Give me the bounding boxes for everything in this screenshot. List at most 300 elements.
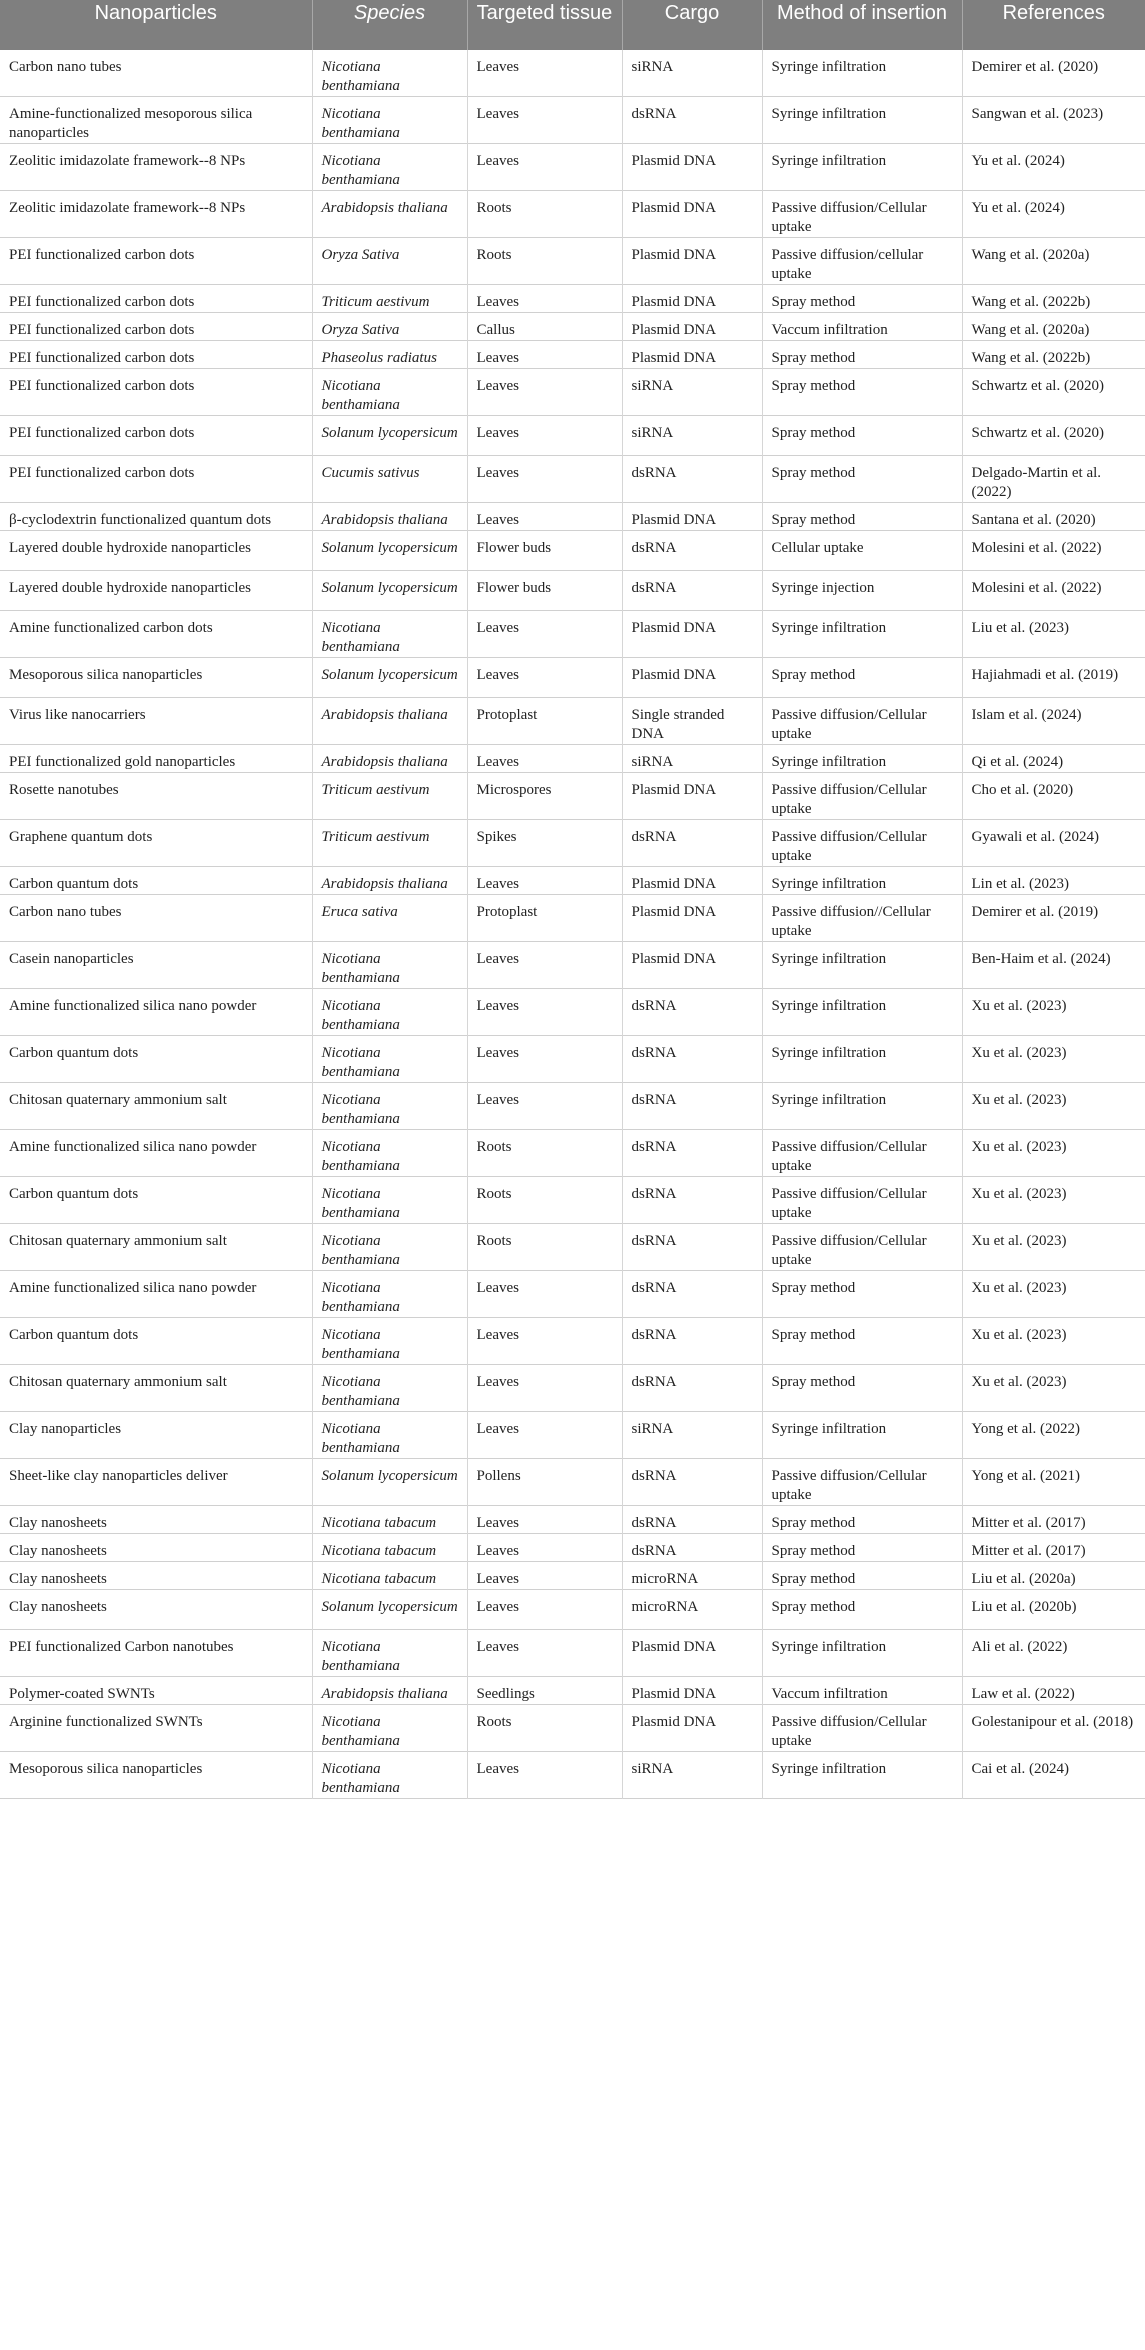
cell-tissue: Microspores bbox=[467, 773, 622, 820]
cell-tissue: Leaves bbox=[467, 989, 622, 1036]
cell-nanoparticle: PEI functionalized carbon dots bbox=[9, 294, 195, 310]
cell-species: Solanum lycopersicum bbox=[312, 658, 467, 698]
cell-nanoparticle: Amine functionalized silica nano powder bbox=[9, 998, 257, 1014]
cell-method: Syringe infiltration bbox=[762, 1036, 962, 1083]
cell-tissue: Roots bbox=[467, 191, 622, 238]
header-method: Method of insertion bbox=[762, 0, 962, 50]
table-row bbox=[0, 1677, 1145, 1705]
cell-nanoparticle: Clay nanosheets bbox=[9, 1571, 107, 1587]
cell-reference: Santana et al. (2020) bbox=[962, 503, 1145, 531]
table-row bbox=[0, 1562, 1145, 1590]
cell-cargo: Plasmid DNA bbox=[622, 1705, 762, 1752]
cell-reference: Xu et al. (2023) bbox=[962, 1365, 1145, 1412]
header-references: References bbox=[962, 0, 1145, 50]
cell-tissue: Leaves bbox=[467, 503, 622, 531]
table-row bbox=[0, 611, 1145, 658]
cell-cargo: Plasmid DNA bbox=[622, 611, 762, 658]
cell-tissue: Protoplast bbox=[467, 895, 622, 942]
cell-tissue: Leaves bbox=[467, 416, 622, 456]
cell-species: Triticum aestivum bbox=[312, 773, 467, 820]
cell-species: Phaseolus radiatus bbox=[312, 341, 467, 369]
cell-species: Nicotiana benthamiana bbox=[312, 1752, 467, 1799]
table-row bbox=[0, 1534, 1145, 1562]
cell-reference: Xu et al. (2023) bbox=[962, 1177, 1145, 1224]
cell-reference: Demirer et al. (2020) bbox=[962, 50, 1145, 97]
cell-tissue: Leaves bbox=[467, 1412, 622, 1459]
cell-cargo: Plasmid DNA bbox=[622, 503, 762, 531]
cell-cargo: Plasmid DNA bbox=[622, 942, 762, 989]
cell-nanoparticle: Clay nanosheets bbox=[9, 1599, 107, 1615]
cell-nanoparticle: Carbon quantum dots bbox=[9, 876, 139, 892]
cell-nanoparticle: Clay nanoparticles bbox=[9, 1421, 122, 1437]
cell-species: Solanum lycopersicum bbox=[312, 1459, 467, 1506]
cell-species: Nicotiana benthamiana bbox=[312, 144, 467, 191]
cell-species: Nicotiana tabacum bbox=[312, 1562, 467, 1590]
cell-tissue: Leaves bbox=[467, 611, 622, 658]
cell-reference: Liu et al. (2020a) bbox=[962, 1562, 1145, 1590]
table-row bbox=[0, 341, 1145, 369]
cell-cargo: Plasmid DNA bbox=[622, 1630, 762, 1677]
cell-species: Solanum lycopersicum bbox=[312, 416, 467, 456]
header-nanoparticles: Nanoparticles bbox=[0, 0, 312, 50]
cell-cargo: siRNA bbox=[622, 1412, 762, 1459]
cell-species: Arabidopsis thaliana bbox=[312, 1677, 467, 1705]
cell-reference: Molesini et al. (2022) bbox=[962, 531, 1145, 571]
cell-tissue: Spikes bbox=[467, 820, 622, 867]
cell-reference: Mitter et al. (2017) bbox=[962, 1534, 1145, 1562]
cell-species: Nicotiana benthamiana bbox=[312, 611, 467, 658]
cell-tissue: Leaves bbox=[467, 144, 622, 191]
cell-species: Oryza Sativa bbox=[312, 238, 467, 285]
cell-cargo: dsRNA bbox=[622, 571, 762, 611]
cell-tissue: Roots bbox=[467, 1705, 622, 1752]
cell-cargo: Plasmid DNA bbox=[622, 313, 762, 341]
cell-tissue: Flower buds bbox=[467, 531, 622, 571]
cell-species: Nicotiana benthamiana bbox=[312, 1036, 467, 1083]
table-row bbox=[0, 369, 1145, 416]
cell-method: Spray method bbox=[762, 416, 962, 456]
cell-method: Spray method bbox=[762, 341, 962, 369]
cell-species: Nicotiana benthamiana bbox=[312, 1177, 467, 1224]
cell-method: Syringe infiltration bbox=[762, 1630, 962, 1677]
table-row bbox=[0, 285, 1145, 313]
cell-cargo: Plasmid DNA bbox=[622, 658, 762, 698]
cell-nanoparticle: Rosette nanotubes bbox=[9, 782, 119, 798]
cell-method: Spray method bbox=[762, 1562, 962, 1590]
cell-cargo: microRNA bbox=[622, 1590, 762, 1630]
cell-nanoparticle: Graphene quantum dots bbox=[9, 829, 153, 845]
table-row bbox=[0, 658, 1145, 698]
cell-species: Triticum aestivum bbox=[312, 820, 467, 867]
cell-nanoparticle: Chitosan quaternary ammonium salt bbox=[9, 1092, 227, 1108]
table-row bbox=[0, 1224, 1145, 1271]
cell-species: Nicotiana benthamiana bbox=[312, 50, 467, 97]
table-row bbox=[0, 773, 1145, 820]
cell-species: Nicotiana benthamiana bbox=[312, 1318, 467, 1365]
cell-cargo: Plasmid DNA bbox=[622, 191, 762, 238]
cell-reference: Molesini et al. (2022) bbox=[962, 571, 1145, 611]
cell-tissue: Roots bbox=[467, 1130, 622, 1177]
cell-species: Solanum lycopersicum bbox=[312, 1590, 467, 1630]
cell-nanoparticle: Amine functionalized carbon dots bbox=[9, 620, 213, 636]
cell-species: Nicotiana tabacum bbox=[312, 1534, 467, 1562]
cell-reference: Cai et al. (2024) bbox=[962, 1752, 1145, 1799]
cell-nanoparticle: β-cyclodextrin functionalized quantum dots bbox=[9, 512, 272, 528]
table-row bbox=[0, 97, 1145, 144]
cell-tissue: Leaves bbox=[467, 1506, 622, 1534]
cell-cargo: Plasmid DNA bbox=[622, 341, 762, 369]
cell-species: Nicotiana benthamiana bbox=[312, 942, 467, 989]
cell-species: Arabidopsis thaliana bbox=[312, 191, 467, 238]
cell-tissue: Leaves bbox=[467, 97, 622, 144]
table-row bbox=[0, 1590, 1145, 1630]
cell-species: Arabidopsis thaliana bbox=[312, 503, 467, 531]
cell-species: Nicotiana benthamiana bbox=[312, 1083, 467, 1130]
cell-cargo: siRNA bbox=[622, 50, 762, 97]
cell-nanoparticle: Layered double hydroxide nanoparticles bbox=[9, 540, 251, 556]
cell-species: Arabidopsis thaliana bbox=[312, 867, 467, 895]
cell-reference: Lin et al. (2023) bbox=[962, 867, 1145, 895]
cell-tissue: Leaves bbox=[467, 1036, 622, 1083]
cell-nanoparticle: Carbon nano tubes bbox=[9, 904, 122, 920]
cell-nanoparticle: PEI functionalized gold nanoparticles bbox=[9, 754, 236, 770]
cell-reference: Liu et al. (2023) bbox=[962, 611, 1145, 658]
cell-method: Syringe infiltration bbox=[762, 1412, 962, 1459]
cell-reference: Xu et al. (2023) bbox=[962, 1130, 1145, 1177]
cell-reference: Wang et al. (2020a) bbox=[962, 238, 1145, 285]
cell-nanoparticle: Clay nanosheets bbox=[9, 1543, 107, 1559]
cell-reference: Wang et al. (2020a) bbox=[962, 313, 1145, 341]
cell-cargo: dsRNA bbox=[622, 1459, 762, 1506]
cell-tissue: Leaves bbox=[467, 1562, 622, 1590]
cell-tissue: Leaves bbox=[467, 1271, 622, 1318]
cell-method: Syringe infiltration bbox=[762, 611, 962, 658]
cell-nanoparticle: Mesoporous silica nanoparticles bbox=[9, 1761, 203, 1777]
cell-reference: Xu et al. (2023) bbox=[962, 1318, 1145, 1365]
table-row bbox=[0, 895, 1145, 942]
cell-reference: Yu et al. (2024) bbox=[962, 191, 1145, 238]
table-row bbox=[0, 698, 1145, 745]
cell-tissue: Leaves bbox=[467, 1318, 622, 1365]
cell-tissue: Leaves bbox=[467, 867, 622, 895]
cell-tissue: Roots bbox=[467, 238, 622, 285]
cell-cargo: siRNA bbox=[622, 1752, 762, 1799]
cell-nanoparticle: Arginine functionalized SWNTs bbox=[9, 1714, 203, 1730]
cell-reference: Ben-Haim et al. (2024) bbox=[962, 942, 1145, 989]
cell-cargo: dsRNA bbox=[622, 1224, 762, 1271]
cell-species: Solanum lycopersicum bbox=[312, 571, 467, 611]
cell-reference: Yong et al. (2021) bbox=[962, 1459, 1145, 1506]
table-row bbox=[0, 1630, 1145, 1677]
cell-cargo: dsRNA bbox=[622, 456, 762, 503]
table-row bbox=[0, 1459, 1145, 1506]
cell-tissue: Pollens bbox=[467, 1459, 622, 1506]
header-targeted-tissue: Targeted tissue bbox=[467, 0, 622, 50]
cell-nanoparticle: Carbon quantum dots bbox=[9, 1045, 139, 1061]
cell-nanoparticle: PEI functionalized carbon dots bbox=[9, 465, 195, 481]
cell-reference: Cho et al. (2020) bbox=[962, 773, 1145, 820]
cell-tissue: Leaves bbox=[467, 1590, 622, 1630]
cell-tissue: Leaves bbox=[467, 658, 622, 698]
cell-nanoparticle: Zeolitic imidazolate framework--8 NPs bbox=[9, 153, 246, 169]
cell-tissue: Leaves bbox=[467, 1534, 622, 1562]
cell-tissue: Leaves bbox=[467, 369, 622, 416]
cell-cargo: Single stranded DNA bbox=[622, 698, 762, 745]
table-row bbox=[0, 238, 1145, 285]
cell-species: Nicotiana benthamiana bbox=[312, 1130, 467, 1177]
cell-method: Passive diffusion/Cellular uptake bbox=[762, 773, 962, 820]
cell-reference: Wang et al. (2022b) bbox=[962, 341, 1145, 369]
cell-reference: Xu et al. (2023) bbox=[962, 1224, 1145, 1271]
cell-species: Nicotiana benthamiana bbox=[312, 369, 467, 416]
cell-species: Nicotiana benthamiana bbox=[312, 1224, 467, 1271]
cell-nanoparticle: Chitosan quaternary ammonium salt bbox=[9, 1233, 227, 1249]
cell-cargo: dsRNA bbox=[622, 1130, 762, 1177]
cell-nanoparticle: Polymer-coated SWNTs bbox=[9, 1686, 155, 1702]
cell-reference: Wang et al. (2022b) bbox=[962, 285, 1145, 313]
cell-method: Passive diffusion/Cellular uptake bbox=[762, 1224, 962, 1271]
cell-reference: Golestanipour et al. (2018) bbox=[962, 1705, 1145, 1752]
cell-cargo: dsRNA bbox=[622, 1271, 762, 1318]
cell-method: Syringe infiltration bbox=[762, 1752, 962, 1799]
cell-method: Spray method bbox=[762, 1506, 962, 1534]
cell-nanoparticle: PEI functionalized carbon dots bbox=[9, 322, 195, 338]
table-row bbox=[0, 989, 1145, 1036]
cell-cargo: dsRNA bbox=[622, 531, 762, 571]
table-header bbox=[0, 0, 1145, 50]
cell-nanoparticle: Clay nanosheets bbox=[9, 1515, 107, 1531]
cell-cargo: dsRNA bbox=[622, 1318, 762, 1365]
table-row bbox=[0, 313, 1145, 341]
cell-cargo: dsRNA bbox=[622, 1534, 762, 1562]
cell-reference: Gyawali et al. (2024) bbox=[962, 820, 1145, 867]
cell-cargo: Plasmid DNA bbox=[622, 1677, 762, 1705]
cell-cargo: Plasmid DNA bbox=[622, 895, 762, 942]
cell-cargo: dsRNA bbox=[622, 820, 762, 867]
cell-species: Arabidopsis thaliana bbox=[312, 745, 467, 773]
cell-nanoparticle: Casein nanoparticles bbox=[9, 951, 134, 967]
cell-reference: Yong et al. (2022) bbox=[962, 1412, 1145, 1459]
cell-reference: Schwartz et al. (2020) bbox=[962, 416, 1145, 456]
cell-method: Vaccum infiltration bbox=[762, 313, 962, 341]
cell-reference: Ali et al. (2022) bbox=[962, 1630, 1145, 1677]
cell-nanoparticle: Sheet-like clay nanoparticles deliver bbox=[9, 1468, 228, 1484]
table-row bbox=[0, 416, 1145, 456]
cell-cargo: Plasmid DNA bbox=[622, 773, 762, 820]
table-row bbox=[0, 942, 1145, 989]
table-row bbox=[0, 1752, 1145, 1799]
cell-method: Passive diffusion/Cellular uptake bbox=[762, 191, 962, 238]
table-row bbox=[0, 191, 1145, 238]
cell-method: Spray method bbox=[762, 1534, 962, 1562]
cell-method: Syringe infiltration bbox=[762, 1083, 962, 1130]
cell-tissue: Seedlings bbox=[467, 1677, 622, 1705]
cell-reference: Yu et al. (2024) bbox=[962, 144, 1145, 191]
cell-nanoparticle: Chitosan quaternary ammonium salt bbox=[9, 1374, 227, 1390]
table-row bbox=[0, 144, 1145, 191]
cell-method: Spray method bbox=[762, 1590, 962, 1630]
cell-reference: Hajiahmadi et al. (2019) bbox=[962, 658, 1145, 698]
cell-species: Nicotiana benthamiana bbox=[312, 989, 467, 1036]
cell-method: Passive diffusion/Cellular uptake bbox=[762, 1177, 962, 1224]
cell-method: Spray method bbox=[762, 1365, 962, 1412]
table-row bbox=[0, 1318, 1145, 1365]
cell-cargo: dsRNA bbox=[622, 1177, 762, 1224]
table-row bbox=[0, 1083, 1145, 1130]
table-row bbox=[0, 1036, 1145, 1083]
cell-reference: Liu et al. (2020b) bbox=[962, 1590, 1145, 1630]
cell-tissue: Roots bbox=[467, 1177, 622, 1224]
cell-nanoparticle: Amine functionalized silica nano powder bbox=[9, 1280, 257, 1296]
cell-method: Passive diffusion//Cellular uptake bbox=[762, 895, 962, 942]
cell-reference: Qi et al. (2024) bbox=[962, 745, 1145, 773]
cell-nanoparticle: Zeolitic imidazolate framework--8 NPs bbox=[9, 200, 246, 216]
cell-species: Nicotiana benthamiana bbox=[312, 1412, 467, 1459]
cell-method: Spray method bbox=[762, 1318, 962, 1365]
cell-cargo: siRNA bbox=[622, 369, 762, 416]
table-row bbox=[0, 1130, 1145, 1177]
cell-reference: Sangwan et al. (2023) bbox=[962, 97, 1145, 144]
cell-tissue: Leaves bbox=[467, 745, 622, 773]
cell-tissue: Leaves bbox=[467, 341, 622, 369]
cell-cargo: siRNA bbox=[622, 745, 762, 773]
cell-reference: Delgado-Martin et al. (2022) bbox=[962, 456, 1145, 503]
cell-method: Syringe injection bbox=[762, 571, 962, 611]
cell-nanoparticle: PEI functionalized carbon dots bbox=[9, 350, 195, 366]
cell-species: Nicotiana benthamiana bbox=[312, 1630, 467, 1677]
cell-method: Syringe infiltration bbox=[762, 50, 962, 97]
cell-method: Passive diffusion/Cellular uptake bbox=[762, 1459, 962, 1506]
cell-tissue: Leaves bbox=[467, 1752, 622, 1799]
cell-cargo: microRNA bbox=[622, 1562, 762, 1590]
cell-nanoparticle: PEI functionalized carbon dots bbox=[9, 378, 195, 394]
header-species: Species bbox=[312, 0, 467, 50]
cell-method: Syringe infiltration bbox=[762, 144, 962, 191]
cell-method: Spray method bbox=[762, 369, 962, 416]
cell-method: Syringe infiltration bbox=[762, 942, 962, 989]
cell-method: Syringe infiltration bbox=[762, 867, 962, 895]
cell-method: Spray method bbox=[762, 1271, 962, 1318]
cell-cargo: Plasmid DNA bbox=[622, 285, 762, 313]
cell-nanoparticle: Amine functionalized silica nano powder bbox=[9, 1139, 257, 1155]
cell-reference: Xu et al. (2023) bbox=[962, 1036, 1145, 1083]
cell-tissue: Leaves bbox=[467, 1083, 622, 1130]
cell-nanoparticle: Layered double hydroxide nanoparticles bbox=[9, 580, 251, 596]
cell-tissue: Leaves bbox=[467, 456, 622, 503]
table-body bbox=[0, 50, 1145, 1799]
cell-species: Arabidopsis thaliana bbox=[312, 698, 467, 745]
cell-species: Cucumis sativus bbox=[312, 456, 467, 503]
cell-method: Spray method bbox=[762, 503, 962, 531]
cell-species: Eruca sativa bbox=[312, 895, 467, 942]
cell-method: Syringe infiltration bbox=[762, 989, 962, 1036]
cell-tissue: Flower buds bbox=[467, 571, 622, 611]
cell-cargo: Plasmid DNA bbox=[622, 867, 762, 895]
cell-reference: Xu et al. (2023) bbox=[962, 1271, 1145, 1318]
cell-reference: Xu et al. (2023) bbox=[962, 989, 1145, 1036]
cell-reference: Schwartz et al. (2020) bbox=[962, 369, 1145, 416]
cell-species: Solanum lycopersicum bbox=[312, 531, 467, 571]
cell-cargo: dsRNA bbox=[622, 1083, 762, 1130]
table-row bbox=[0, 456, 1145, 503]
cell-cargo: Plasmid DNA bbox=[622, 238, 762, 285]
cell-reference: Xu et al. (2023) bbox=[962, 1083, 1145, 1130]
cell-method: Passive diffusion/Cellular uptake bbox=[762, 1130, 962, 1177]
cell-reference: Demirer et al. (2019) bbox=[962, 895, 1145, 942]
cell-method: Syringe infiltration bbox=[762, 97, 962, 144]
table-row bbox=[0, 745, 1145, 773]
cell-cargo: dsRNA bbox=[622, 97, 762, 144]
cell-method: Passive diffusion/cellular uptake bbox=[762, 238, 962, 285]
cell-method: Passive diffusion/Cellular uptake bbox=[762, 698, 962, 745]
table-row bbox=[0, 1506, 1145, 1534]
table-row bbox=[0, 503, 1145, 531]
cell-cargo: dsRNA bbox=[622, 989, 762, 1036]
cell-nanoparticle: Mesoporous silica nanoparticles bbox=[9, 667, 203, 683]
table-row bbox=[0, 820, 1145, 867]
header-cargo: Cargo bbox=[622, 0, 762, 50]
cell-nanoparticle: PEI functionalized carbon dots bbox=[9, 247, 195, 263]
cell-tissue: Protoplast bbox=[467, 698, 622, 745]
cell-cargo: Plasmid DNA bbox=[622, 144, 762, 191]
cell-species: Oryza Sativa bbox=[312, 313, 467, 341]
cell-method: Spray method bbox=[762, 456, 962, 503]
cell-species: Triticum aestivum bbox=[312, 285, 467, 313]
cell-reference: Mitter et al. (2017) bbox=[962, 1506, 1145, 1534]
cell-reference: Islam et al. (2024) bbox=[962, 698, 1145, 745]
cell-tissue: Callus bbox=[467, 313, 622, 341]
cell-tissue: Leaves bbox=[467, 1630, 622, 1677]
table-row bbox=[0, 1177, 1145, 1224]
table-row bbox=[0, 571, 1145, 611]
cell-nanoparticle: Carbon quantum dots bbox=[9, 1327, 139, 1343]
cell-species: Nicotiana benthamiana bbox=[312, 97, 467, 144]
cell-nanoparticle: Carbon quantum dots bbox=[9, 1186, 139, 1202]
cell-method: Cellular uptake bbox=[762, 531, 962, 571]
table-row bbox=[0, 531, 1145, 571]
table-row bbox=[0, 1365, 1145, 1412]
cell-tissue: Leaves bbox=[467, 50, 622, 97]
cell-nanoparticle: Amine-functionalized mesoporous silica nanoparticles bbox=[9, 106, 253, 141]
table-row bbox=[0, 867, 1145, 895]
cell-method: Spray method bbox=[762, 285, 962, 313]
cell-method: Passive diffusion/Cellular uptake bbox=[762, 820, 962, 867]
cell-cargo: dsRNA bbox=[622, 1365, 762, 1412]
cell-cargo: siRNA bbox=[622, 416, 762, 456]
table-row bbox=[0, 1271, 1145, 1318]
cell-method: Syringe infiltration bbox=[762, 745, 962, 773]
cell-tissue: Roots bbox=[467, 1224, 622, 1271]
cell-nanoparticle: PEI functionalized Carbon nanotubes bbox=[9, 1639, 234, 1655]
cell-reference: Law et al. (2022) bbox=[962, 1677, 1145, 1705]
cell-cargo: dsRNA bbox=[622, 1036, 762, 1083]
table-row bbox=[0, 50, 1145, 97]
cell-species: Nicotiana tabacum bbox=[312, 1506, 467, 1534]
cell-nanoparticle: Virus like nanocarriers bbox=[9, 707, 146, 723]
table-row bbox=[0, 1412, 1145, 1459]
cell-method: Vaccum infiltration bbox=[762, 1677, 962, 1705]
cell-species: Nicotiana benthamiana bbox=[312, 1271, 467, 1318]
table-row bbox=[0, 1705, 1145, 1752]
cell-tissue: Leaves bbox=[467, 285, 622, 313]
cell-cargo: dsRNA bbox=[622, 1506, 762, 1534]
cell-method: Passive diffusion/Cellular uptake bbox=[762, 1705, 962, 1752]
cell-nanoparticle: PEI functionalized carbon dots bbox=[9, 425, 195, 441]
cell-species: Nicotiana benthamiana bbox=[312, 1365, 467, 1412]
header-row bbox=[0, 0, 1145, 50]
cell-species: Nicotiana benthamiana bbox=[312, 1705, 467, 1752]
cell-nanoparticle: Carbon nano tubes bbox=[9, 59, 122, 75]
